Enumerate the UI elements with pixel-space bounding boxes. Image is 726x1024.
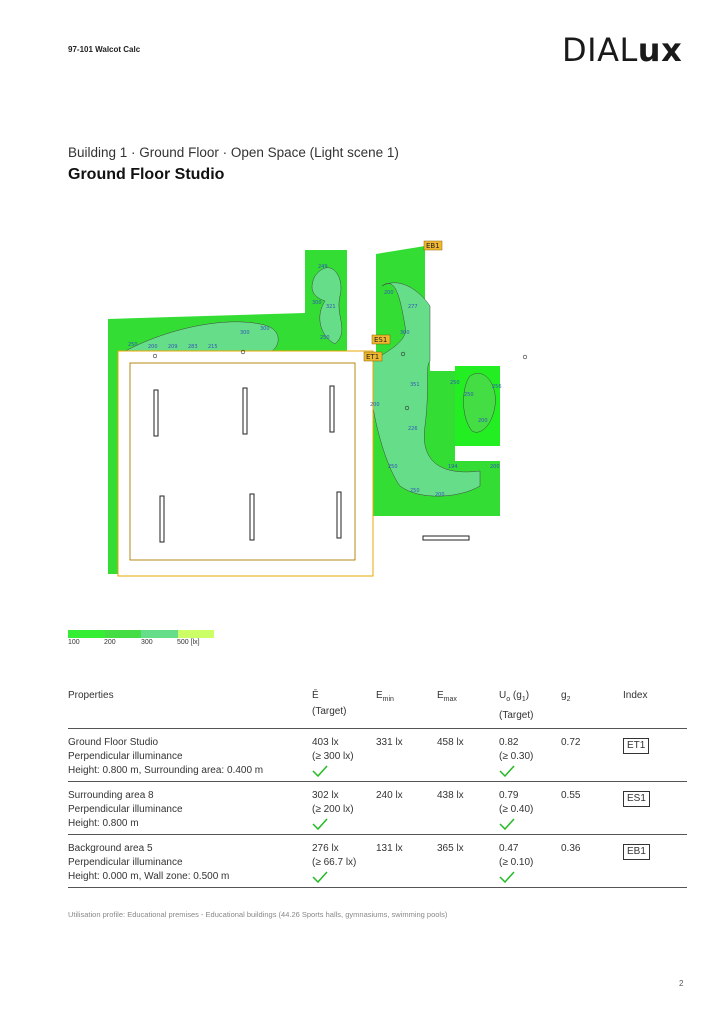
contour-label: 215 xyxy=(208,344,218,350)
e-avg-value: 403 lx xyxy=(312,737,339,748)
header-e-max xyxy=(437,688,499,729)
contour-label: 250 xyxy=(464,392,474,398)
contour-label: 250 xyxy=(128,342,138,348)
check-icon xyxy=(499,871,515,883)
row-e-max: 438 lx xyxy=(437,782,499,835)
row-g2: 0.55 xyxy=(561,782,623,835)
dialux-logo xyxy=(562,31,683,69)
logo-bold-text: ux xyxy=(637,31,683,69)
row-name: Ground Floor Studio xyxy=(68,737,159,748)
check-icon xyxy=(312,871,328,883)
index-badge: ES1 xyxy=(623,791,650,807)
row-e-max: 365 lx xyxy=(437,835,499,888)
row-e-min: 331 lx xyxy=(376,729,437,782)
check-icon xyxy=(312,765,328,777)
legend-color-bar xyxy=(68,630,214,638)
table-row xyxy=(68,729,687,782)
luminaire xyxy=(423,536,469,540)
header-uo-g-sub: 1 xyxy=(521,696,526,703)
check-icon xyxy=(499,765,515,777)
floor-plan xyxy=(100,236,540,581)
legend-swatch xyxy=(141,630,178,638)
row-uniformity xyxy=(499,729,561,782)
index-badge: ET1 xyxy=(623,738,649,754)
row-properties xyxy=(68,729,312,782)
uo-value: 0.47 xyxy=(499,843,519,854)
row-height: Height: 0.800 m, Surrounding area: 0.400 m xyxy=(68,765,264,776)
row-e-avg xyxy=(312,835,376,888)
legend-label: 100 xyxy=(68,639,80,646)
contour-label: 250 xyxy=(450,380,460,386)
legend-label: 300 xyxy=(141,639,153,646)
header-e-min-label: E xyxy=(376,690,383,701)
row-g2: 0.72 xyxy=(561,729,623,782)
table-row xyxy=(68,782,687,835)
row-index xyxy=(623,729,687,782)
table-row xyxy=(68,835,687,888)
row-index xyxy=(623,782,687,835)
contour-label: 256 xyxy=(492,384,502,390)
header-g2 xyxy=(561,688,623,729)
contour-label: 200 xyxy=(478,418,488,424)
header-e-max-sub: max xyxy=(443,696,457,703)
header-e-avg-target: (Target) xyxy=(312,706,347,717)
logo-light-text: DIAL xyxy=(562,31,638,69)
page-title: Ground Floor Studio xyxy=(68,166,225,183)
results-table xyxy=(68,688,687,888)
header-e-min xyxy=(376,688,437,729)
row-properties xyxy=(68,835,312,888)
contour-label: 200 xyxy=(490,464,500,470)
legend-label: 200 xyxy=(104,639,116,646)
contour-label: 200 xyxy=(384,290,394,296)
row-height: Height: 0.800 m xyxy=(68,818,139,829)
legend-swatch xyxy=(178,630,215,638)
header-properties: Properties xyxy=(68,688,312,729)
contour-label: 200 xyxy=(148,344,158,350)
contour-label: 300 xyxy=(312,300,322,306)
contour-label: 300 xyxy=(240,330,250,336)
header-uo-target: (Target) xyxy=(499,710,534,721)
index-badge: EB1 xyxy=(623,844,650,860)
row-name: Background area 5 xyxy=(68,843,153,854)
row-e-avg xyxy=(312,782,376,835)
contour-label: 321 xyxy=(326,304,336,310)
legend-swatch xyxy=(105,630,142,638)
header-e-avg xyxy=(312,688,376,729)
contour-label: 300 xyxy=(260,326,270,332)
e-avg-value: 302 lx xyxy=(312,790,339,801)
uo-target: (≥ 0.40) xyxy=(499,804,534,815)
contour-label: 277 xyxy=(408,304,418,310)
row-e-avg xyxy=(312,729,376,782)
e-avg-target: (≥ 300 lx) xyxy=(312,751,354,762)
contour-label: 209 xyxy=(168,344,178,350)
contour-label: 200 xyxy=(370,402,380,408)
row-name: Surrounding area 8 xyxy=(68,790,154,801)
contour-label: 250 xyxy=(410,488,420,494)
header-e-avg-label: Ē xyxy=(312,690,319,701)
row-type: Perpendicular illuminance xyxy=(68,804,183,815)
tag-et1: ET1 xyxy=(366,353,380,361)
header-uo-g: (g xyxy=(510,690,522,701)
tag-eb1: EB1 xyxy=(426,242,440,250)
header-uniformity xyxy=(499,688,561,729)
breadcrumb: Building 1 · Ground Floor · Open Space (Light scene 1) xyxy=(68,145,399,160)
row-e-max: 458 lx xyxy=(437,729,499,782)
row-g2: 0.36 xyxy=(561,835,623,888)
contour-label: 351 xyxy=(410,382,420,388)
page-number: 2 xyxy=(679,979,684,988)
row-height: Height: 0.000 m, Wall zone: 0.500 m xyxy=(68,871,230,882)
uo-value: 0.82 xyxy=(499,737,519,748)
contour-label: 250 xyxy=(320,335,330,341)
legend-swatch xyxy=(68,630,105,638)
contour-label: 226 xyxy=(408,426,418,432)
e-avg-value: 276 lx xyxy=(312,843,339,854)
contour-label: 249 xyxy=(318,264,328,270)
project-name: 97-101 Walcot Calc xyxy=(68,45,141,54)
uo-value: 0.79 xyxy=(499,790,519,801)
contour-label: 200 xyxy=(435,492,445,498)
row-e-min: 131 lx xyxy=(376,835,437,888)
uo-target: (≥ 0.30) xyxy=(499,751,534,762)
row-uniformity xyxy=(499,782,561,835)
check-icon xyxy=(499,818,515,830)
row-type: Perpendicular illuminance xyxy=(68,857,183,868)
tag-es1: ES1 xyxy=(374,336,388,344)
header-g2-label: g xyxy=(561,690,567,701)
contour-label: 283 xyxy=(188,344,198,350)
header-uo-sub: o xyxy=(506,696,511,703)
legend-label: 500 [lx] xyxy=(177,639,200,646)
contour-label: 194 xyxy=(448,464,458,470)
header-uo-label: U xyxy=(499,690,507,701)
main-room xyxy=(118,351,373,576)
header-uo-close: ) xyxy=(525,690,530,701)
uo-target: (≥ 0.10) xyxy=(499,857,534,868)
row-uniformity xyxy=(499,835,561,888)
row-type: Perpendicular illuminance xyxy=(68,751,183,762)
row-e-min: 240 lx xyxy=(376,782,437,835)
illuminance-legend xyxy=(68,630,214,649)
utilisation-profile-note: Utilisation profile: Educational premises - Educational buildings (44.26 Sports halls, gymnasiums, swimming pools) xyxy=(68,910,448,919)
e-avg-target: (≥ 66.7 lx) xyxy=(312,857,357,868)
row-index xyxy=(623,835,687,888)
row-properties xyxy=(68,782,312,835)
header-g2-sub: 2 xyxy=(566,696,571,703)
contour-label: 250 xyxy=(388,464,398,470)
header-index: Index xyxy=(623,688,687,729)
check-icon xyxy=(312,818,328,830)
table-header xyxy=(68,688,687,729)
header-e-max-label: E xyxy=(437,690,444,701)
e-avg-target: (≥ 200 lx) xyxy=(312,804,354,815)
header-e-min-sub: min xyxy=(382,696,394,703)
contour-label: 300 xyxy=(400,330,410,336)
